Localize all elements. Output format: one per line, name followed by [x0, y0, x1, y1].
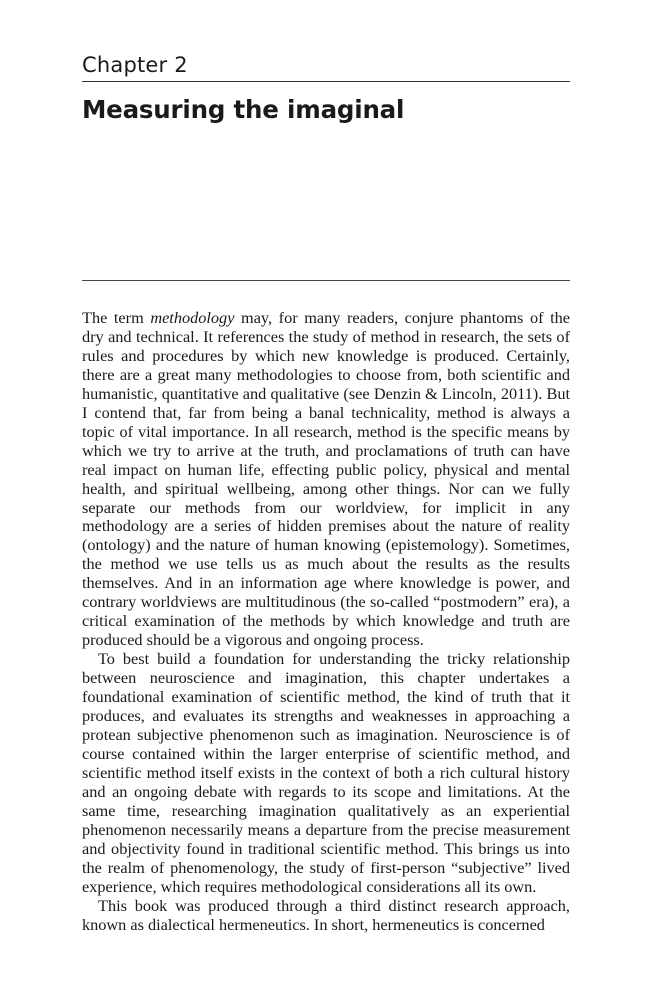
paragraph-1-lead: The term	[82, 308, 151, 327]
paragraph-2: To best build a foundation for understanding the tricky relationship between neuroscience and imagination, this chapter undertakes a foundational examination of scientific method, the kind of truth that it produces, and evaluates its strengths and weaknesses in approaching a protean subjective phenomenon such as imagination. Neuroscience is of course contained within the larger enterprise of scientific method, and scientific method itself exists in the context of both a rich cultural history and an ongoing debate with regards to its scope and limitations. At the same time, researching imagination qualitatively as an experiential phenomenon necessarily means a departure from the precise measurement and objectivity found in traditional scientific method. This brings us into the realm of phenomenology, the study of first-person “subjective” lived experience, which requires methodological considerations all its own.	[82, 649, 570, 896]
chapter-label: Chapter 2	[82, 53, 188, 77]
body-text	[82, 309, 570, 934]
chapter-title: Measuring the imaginal	[82, 95, 405, 124]
bottom-rule	[82, 280, 570, 281]
paragraph-1-rest: may, for many readers, conjure phantoms of the dry and technical. It references the study of method in research, the sets of rules and procedures by which new knowledge is produced. Certainly, there are a great many methodologies to choose from, both scientific and humanistic, quantitative and qualitative (see Denzin & Lincoln, 2011). But I contend that, far from being a banal technicality, method is always a topic of vital importance. In all research, method is the specific means by which we try to arrive at the truth, and proclamations of truth can have real impact on human life, effecting public policy, physical and mental health, and spiritual wellbeing, among other things. Nor can we fully separate our methods from our worldview, for implicit in any methodology are a series of hidden premises about the nature of reality (ontology) and the nature of human knowing (epistemology). Sometimes, the method we use tells us as much about the results as the results themselves. And in an information age where knowledge is power, and contrary worldviews are multitudinous (the so-called “postmodern” era), a critical examination of the methods by which knowledge and truth are produced should be a vigorous and ongoing process.	[82, 308, 570, 650]
top-rule	[82, 81, 570, 82]
paragraph-1	[82, 309, 570, 650]
paragraph-3: This book was produced through a third distinct research approach, known as dialectical hermeneutics. In short, hermeneutics is concerned	[82, 895, 570, 934]
paragraph-1-emphasis: methodology	[150, 308, 235, 327]
